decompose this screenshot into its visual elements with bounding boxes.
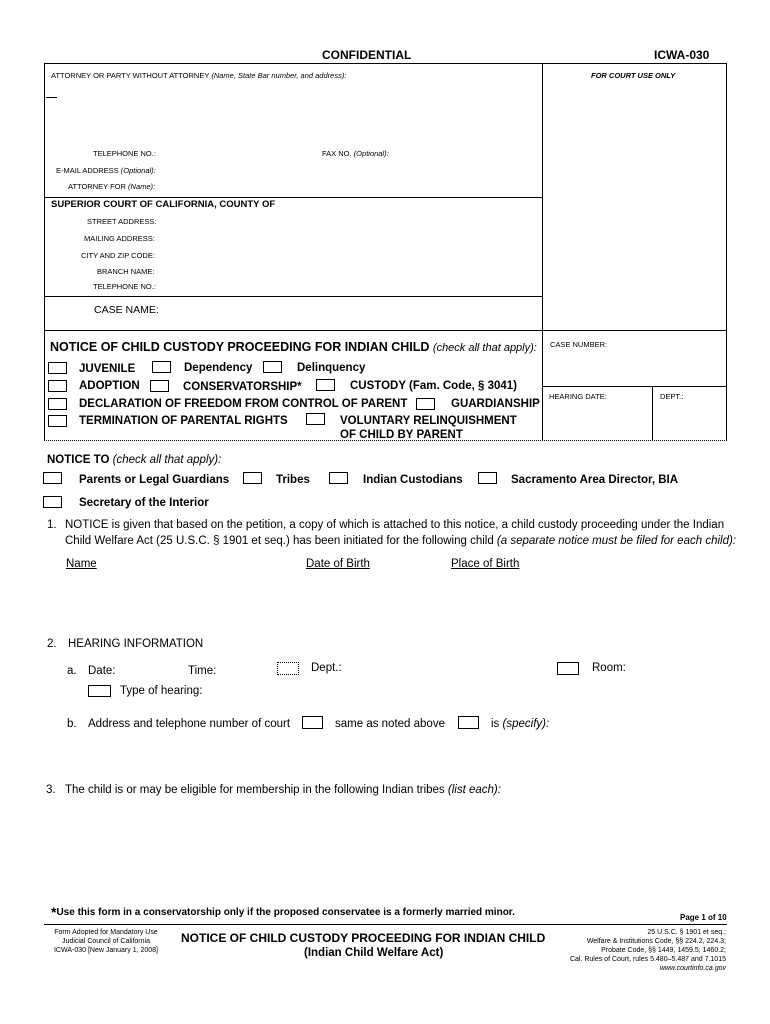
footer-divider [44, 924, 727, 925]
dept-divider [652, 386, 653, 441]
email-label: E-MAIL ADDRESS (Optional): [56, 166, 156, 175]
termination-label: TERMINATION OF PARENTAL RIGHTS [79, 415, 288, 427]
page-number: Page 1 of 10 [680, 913, 727, 922]
mailing-address-label: MAILING ADDRESS: [84, 234, 155, 243]
dept-checkbox[interactable] [277, 662, 299, 675]
conservatorship-label: CONSERVATORSHIP* [183, 381, 302, 393]
form-id: ICWA-030 [654, 48, 710, 62]
parents-label: Parents or Legal Guardians [79, 474, 230, 486]
declaration-label: DECLARATION OF FREEDOM FROM CONTROL OF PARENT [79, 398, 408, 410]
hearing-room-field-label: Room: [592, 662, 626, 674]
termination-checkbox[interactable] [48, 415, 67, 427]
bia-checkbox[interactable] [478, 472, 497, 484]
telephone-label: TELEPHONE NO.: [93, 149, 156, 158]
item1-number: 1. [47, 519, 57, 531]
item1-text-line1: NOTICE is given that based on the petition, a copy of which is attached to this notice, a child custody proceeding under the Indian [65, 519, 725, 531]
type-of-hearing-label: Type of hearing: [120, 685, 203, 697]
hearing-time-field-label: Time: [188, 665, 217, 677]
voluntary-relinquishment-label: VOLUNTARY RELINQUISHMENT [340, 415, 517, 427]
same-as-above-label: same as noted above [335, 718, 445, 730]
footer-right-line4: Cal. Rules of Court, rules 5.480–5.487 and 7.1015 [569, 956, 726, 963]
city-zip-label: CITY AND ZIP CODE: [81, 251, 155, 260]
footer-left [46, 928, 166, 955]
juvenile-checkbox[interactable] [48, 362, 67, 374]
footer-right-line2: Welfare & Institutions Code, §§ 224.2, 224.3; [586, 938, 726, 945]
footer-left-line1: Form Adopted for Mandatory Use [54, 929, 158, 936]
attorney-bottom-border [44, 197, 542, 198]
notice-to-label: NOTICE TO (check all that apply): [47, 454, 222, 466]
item3-text: The child is or may be eligible for membership in the following Indian tribes (list each): [65, 784, 501, 796]
right-border [726, 63, 727, 441]
parents-checkbox[interactable] [43, 472, 62, 484]
fax-label: FAX NO. (Optional): [322, 149, 389, 158]
footer-title: NOTICE OF CHILD CUSTODY PROCEEDING FOR INDIAN CHILD [181, 931, 546, 945]
tribes-label: Tribes [276, 474, 310, 486]
court-use-divider [542, 63, 543, 441]
tribes-checkbox[interactable] [243, 472, 262, 484]
item2b-label: b. [67, 718, 77, 730]
case-number-label: CASE NUMBER: [550, 340, 608, 349]
dependency-checkbox[interactable] [152, 361, 171, 373]
court-website-link[interactable]: www.courtinfo.ca.gov [659, 965, 726, 972]
hearing-dept-field-label: Dept.: [311, 662, 342, 674]
item1-text-line2: Child Welfare Act (25 U.S.C. § 1901 et seq.) has been initiated for the following child (a separate notice must be filed for each child): [65, 535, 736, 547]
attorney-for-label: ATTORNEY FOR (Name): [68, 182, 156, 191]
column-date-of-birth: Date of Birth [306, 558, 370, 570]
bia-label: Sacramento Area Director, BIA [511, 474, 679, 486]
guardianship-checkbox[interactable] [416, 398, 435, 410]
declaration-checkbox[interactable] [48, 398, 67, 410]
hearing-date-label: HEARING DATE: [549, 392, 607, 401]
guardianship-label: GUARDIANSHIP [451, 398, 540, 410]
footer-left-line2: Judicial Council of California [62, 938, 150, 945]
indian-custodians-checkbox[interactable] [329, 472, 348, 484]
footer-subtitle: (Indian Child Welfare Act) [304, 947, 444, 959]
branch-name-label: BRANCH NAME: [97, 267, 155, 276]
secretary-label: Secretary of the Interior [79, 497, 209, 509]
delinquency-label: Delinquency [297, 362, 366, 374]
juvenile-label: JUVENILE [79, 363, 136, 375]
hearing-date-field-label: Date: [88, 665, 116, 677]
item2a-label: a. [67, 665, 77, 677]
secretary-checkbox[interactable] [43, 496, 62, 508]
voluntary-relinquishment-label-2: OF CHILD BY PARENT [340, 429, 463, 441]
court-address-label: Address and telephone number of court [88, 718, 291, 730]
footer-right [570, 928, 726, 973]
court-telephone-label: TELEPHONE NO.: [93, 282, 156, 291]
case-name-bottom-border [44, 330, 727, 331]
conservatorship-checkbox[interactable] [150, 380, 169, 392]
notice-title: NOTICE OF CHILD CUSTODY PROCEEDING FOR INDIAN CHILD (check all that apply): [50, 340, 537, 354]
dept-label: DEPT.: [660, 392, 684, 401]
confidential-label: CONFIDENTIAL [322, 48, 412, 62]
case-number-bottom-border [542, 386, 727, 387]
is-specify-label: is (specify): [491, 718, 550, 730]
custody-label: CUSTODY (Fam. Code, § 3041) [350, 380, 518, 392]
court-bottom-border [44, 296, 542, 297]
street-address-label: STREET ADDRESS: [87, 217, 157, 226]
voluntary-relinquishment-checkbox[interactable] [306, 413, 325, 425]
footer-left-line3: ICWA-030 [New January 1, 2008] [53, 947, 158, 954]
room-checkbox[interactable] [557, 662, 579, 675]
column-name: Name [66, 558, 97, 570]
case-name-label: CASE NAME: [94, 304, 159, 316]
top-border [44, 63, 727, 64]
dependency-label: Dependency [184, 362, 253, 374]
attorney-label: ATTORNEY OR PARTY WITHOUT ATTORNEY (Name, State Bar number, and address): [51, 71, 347, 80]
court-use-label: FOR COURT USE ONLY [591, 71, 676, 80]
delinquency-checkbox[interactable] [263, 361, 282, 373]
item3-number: 3. [46, 784, 56, 796]
attorney-entry-marker [46, 97, 57, 98]
hearing-info-title: HEARING INFORMATION [68, 638, 204, 650]
column-place-of-birth: Place of Birth [451, 558, 520, 570]
footnote: *Use this form in a conservatorship only if the proposed conservatee is a formerly married minor. [51, 904, 515, 920]
left-border [44, 63, 45, 441]
footer-right-line1: 25 U.S.C. § 1901 et seq.; [647, 929, 726, 936]
type-of-hearing-checkbox[interactable] [88, 685, 111, 697]
item2-number: 2. [47, 638, 57, 650]
same-as-above-checkbox[interactable] [302, 716, 323, 729]
adoption-checkbox[interactable] [48, 380, 67, 392]
is-specify-checkbox[interactable] [458, 716, 479, 729]
court-title: SUPERIOR COURT OF CALIFORNIA, COUNTY OF [51, 199, 276, 210]
custody-checkbox[interactable] [316, 379, 335, 391]
footer-right-line3: Probate Code, §§ 1449, 1459.5; 1460.2; [601, 947, 726, 954]
adoption-label: ADOPTION [79, 380, 140, 392]
indian-custodians-label: Indian Custodians [363, 474, 463, 486]
